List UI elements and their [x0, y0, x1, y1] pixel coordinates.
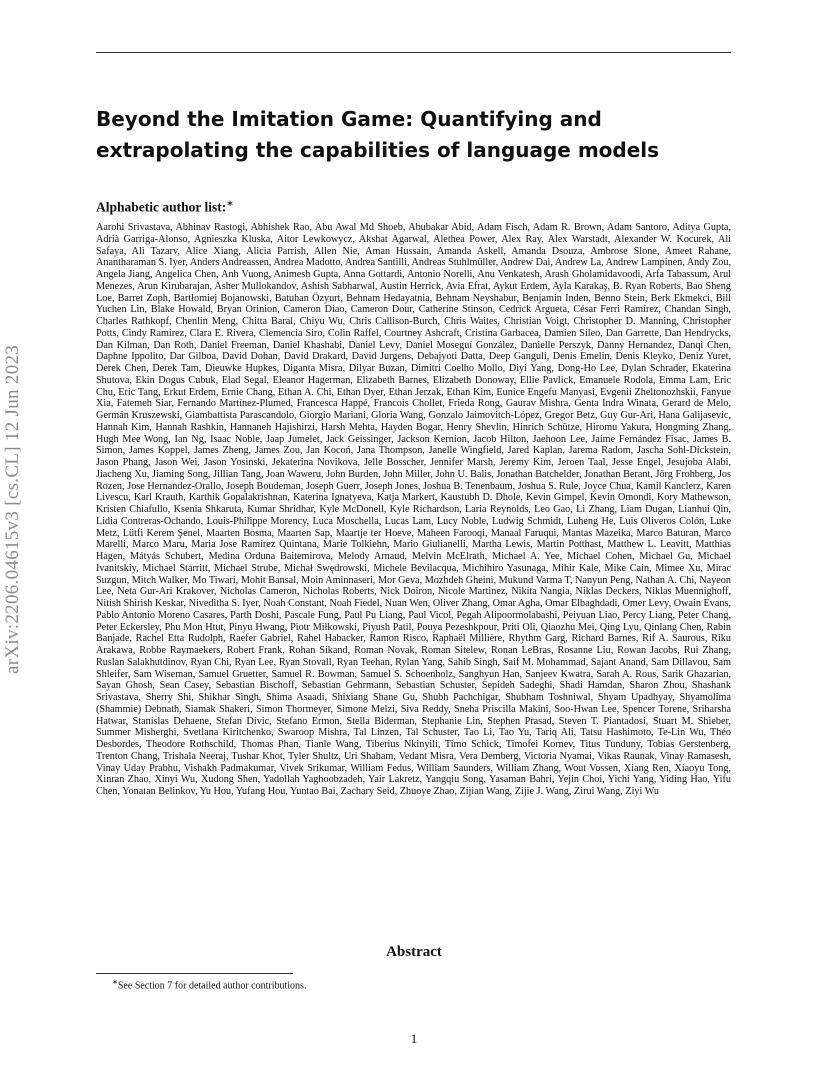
footnote: [112, 978, 306, 991]
header-rule: [96, 52, 731, 53]
footnote-rule: [96, 973, 293, 974]
footnote-marker: ∗: [112, 978, 118, 986]
author-list-heading-text: Alphabetic author list:: [96, 199, 227, 215]
abstract-heading: Abstract: [386, 944, 442, 960]
author-list-heading: [96, 198, 234, 216]
paper-title: Beyond the Imitation Game: Quantifying and extrapolating the capabilities of language models: [96, 107, 660, 162]
footnote-text: See Section 7 for detailed author contributions.: [117, 980, 307, 992]
page-number: 1: [410, 1031, 418, 1046]
author-list-footnote-marker: ∗: [226, 198, 234, 208]
arxiv-identifier[interactable]: arXiv:2206.04615v3 [cs.CL] 12 Jun 2023: [2, 344, 23, 674]
author-list: Aarohi Srivastava, Abhinav Rastogi, Abhishek Rao, Abu Awal Md Shoeb, Abubakar Abid, Adam Fisch, Adam R. Brown, Adam Santoro, Aditya Gupta, Adrià Garriga-Alonso, Agnieszka Kluska, Aitor Lewkowycz, Akshat Agarwal, Alethea Power, Alex Ray, Alex Warstadt, Alexander W. Kocurek, Ali Safaya, Ali Tazarv, Alice Xiang, Alicia Parrish, Allen Nie, Aman Hussain, Amanda Askell, Amanda Dsouza, Ambrose Slone, Ameet Rahane, Anantharaman S. Iyer, Anders Andreassen, Andrea Madotto, Andrea Santilli, Andreas Stuhlmüller, Andrew Dai, Andrew La, Andrew Lampinen, Andy Zou, Angela Jiang, Angelica Chen, Anh Vuong, Animesh Gupta, Anna Gottardi, Antonio Norelli, Anu Venkatesh, Arash Gholamidavoodi, Arfa Tabassum, Arul Menezes, Arun Kirubarajan, Asher Mullokandov, Ashish Sabharwal, Austin Herrick, Avia Efrat, Aykut Erdem, Ayla Karakaş, B. Ryan Roberts, Bao Sheng Loe, Barret Zoph, Bartłomiej Bojanowski, Batuhan Özyurt, Behnam Hedayatnia, Behnam Neyshabur, Benjamin Inden, Benno Stein, Berk Ekmekci, Bill Yuchen Lin, Blake Howald, Bryan Orinion, Cameron Diao, Cameron Dour, Catherine Stinson, Cedrick Argueta, César Ferri Ramírez, Chandan Singh, Charles Rathkopf, Chenlin Meng, Chitta Baral, Chiyu Wu, Chris Callison-Burch, Chris Waites, Christian Voigt, Christopher D. Manning, Christopher Potts, Cindy Ramirez, Clara E. Rivera, Clemencia Siro, Colin Raffel, Courtney Ashcraft, Cristina Garbacea, Damien Sileo, Dan Garrette, Dan Hendrycks, Dan Kilman, Dan Roth, Daniel Freeman, Daniel Khashabi, Daniel Levy, Daniel Moseguí González, Danielle Perszyk, Danny Hernandez, Danqi Chen, Daphne Ippolito, Dar Gilboa, David Dohan, David Drakard, David Jurgens, Debajyoti Datta, Deep Ganguli, Denis Emelin, Denis Kleyko, Deniz Yuret, Derek Chen, Derek Tam, Dieuwke Hupkes, Diganta Misra, Dilyar Buzan, Dimitri Coelho Mollo, Diyi Yang, Dong-Ho Lee, Dylan Schrader, Ekaterina Shutova, Ekin Dogus Cubuk, Elad Segal, Eleanor Hagerman, Elizabeth Barnes, Elizabeth Donoway, Ellie Pavlick, Emanuele Rodola, Emma Lam, Eric Chu, Eric Tang, Erkut Erdem, Ernie Chang, Ethan A. Chi, Ethan Dyer, Ethan Jerzak, Ethan Kim, Eunice Engefu Manyasi, Evgenii Zheltonozhskii, Fanyue Xia, Fatemeh Siar, Fernando Martínez-Plumed, Francesca Happé, Francois Chollet, Frieda Rong, Gaurav Mishra, Genta Indra Winata, Gerard de Melo, Germán Kruszewski, Giambattista Parascandolo, Giorgio Mariani, Gloria Wang, Gonzalo Jaimovitch-López, Gregor Betz, Guy Gur-Ari, Hana Galijasevic, Hannah Kim, Hannah Rashkin, Hannaneh Hajishirzi, Harsh Mehta, Hayden Bogar, Henry Shevlin, Hinrich Schütze, Hiromu Yakura, Hongming Zhang, Hugh Mee Wong, Ian Ng, Isaac Noble, Jaap Jumelet, Jack Geissinger, Jackson Kernion, Jacob Hilton, Jaehoon Lee, Jaime Fernández Fisac, James B. Simon, James Koppel, James Zheng, James Zou, Jan Kocoń, Jana Thompson, Janelle Wingfield, Jared Kaplan, Jarema Radom, Jascha Sohl-Dickstein, Jason Phang, Jason Wei, Jason Yosinski, Jekaterina Novikova, Jelle Bosscher, Jennifer Marsh, Jeremy Kim, Jeroen Taal, Jesse Engel, Jesujoba Alabi, Jiacheng Xu, Jiaming Song, Jillian Tang, Joan Waweru, John Burden, John Miller, John U. Balis, Jonathan Batchelder, Jonathan Berant, Jörg Frohberg, Jos Rozen, Jose Hernandez-Orallo, Joseph Boudeman, Joseph Guerr, Joseph Jones, Joshua B. Tenenbaum, Joshua S. Rule, Joyce Chua, Kamil Kanclerz, Karen Livescu, Karl Krauth, Karthik Gopalakrishnan, Katerina Ignatyeva, Katja Markert, Kaustubh D. Dhole, Kevin Gimpel, Kevin Omondi, Kory Mathewson, Kristen Chiafullo, Ksenia Shkaruta, Kumar Shridhar, Kyle McDonell, Kyle Richardson, Laria Reynolds, Leo Gao, Li Zhang, Liam Dugan, Lianhui Qin, Lidia Contreras-Ochando, Louis-Philippe Morency, Luca Moschella, Lucas Lam, Lucy Noble, Ludwig Schmidt, Luheng He, Luis Oliveros Colón, Luke Metz, Lütfi Kerem Şenel, Maarten Bosma, Maarten Sap, Maartje ter Hoeve, Maheen Farooqi, Manaal Faruqui, Mantas Mazeika, Marco Baturan, Marco Marelli, Marco Maru, Maria Jose Ramírez Quintana, Marie Tolkiehn, Mario Giulianelli, Martha Lewis, Martin Potthast, Matthew L. Leavitt, Matthias Hagen, Mátyás Schubert, Medina Orduna Baitemirova, Melody Arnaud, Melvin McElrath, Michael A. Yee, Michael Cohen, Michael Gu, Michael Ivanitskiy, Michael Starritt, Michael Strube, Michał Swędrowski, Michele Bevilacqua, Michihiro Yasunaga, Mihir Kale, Mike Cain, Mimee Xu, Mirac Suzgun, Mitch Walker, Mo Tiwari, Mohit Bansal, Moin Aminnaseri, Mor Geva, Mozhdeh Gheini, Mukund Varma T, Nanyun Peng, Nathan A. Chi, Nayeon Lee, Neta Gur-Ari Krakover, Nicholas Cameron, Nicholas Roberts, Nick Doiron, Nicole Martinez, Nikita Nangia, Niklas Deckers, Niklas Muennighoff, Nitish Shirish Keskar, Niveditha S. Iyer, Noah Constant, Noah Fiedel, Nuan Wen, Oliver Zhang, Omar Agha, Omar Elbaghdadi, Omer Levy, Owain Evans, Pablo Antonio Moreno Casares, Parth Doshi, Pascale Fung, Paul Pu Liang, Paul Vicol, Pegah Alipoormolabashi, Peiyuan Liao, Percy Liang, Peter Chang, Peter Eckersley, Phu Mon Htut, Pinyu Hwang, Piotr Miłkowski, Piyush Patil, Pouya Pezeshkpour, Priti Oli, Qiaozhu Mei, Qing Lyu, Qinlang Chen, Rabin Banjade, Rachel Etta Rudolph, Raefer Gabriel, Rahel Habacker, Ramon Risco, Raphaël Millière, Rhythm Garg, Richard Barnes, Rif A. Saurous, Riku Arakawa, Robbe Raymaekers, Robert Frank, Rohan Sikand, Roman Novak, Roman Sitelew, Ronan LeBras, Rosanne Liu, Rowan Jacobs, Rui Zhang, Ruslan Salakhutdinov, Ryan Chi, Ryan Lee, Ryan Stovall, Ryan Teehan, Rylan Yang, Sahib Singh, Saif M. Mohammad, Sajant Anand, Sam Dillavou, Sam Shleifer, Sam Wiseman, Samuel Gruetter, Samuel R. Bowman, Samuel S. Schoenholz, Sanghyun Han, Sanjeev Kwatra, Sarah A. Rous, Sarik Ghazarian, Sayan Ghosh, Sean Casey, Sebastian Bischoff, Sebastian Gehrmann, Sebastian Schuster, Sepideh Sadeghi, Shadi Hamdan, Sharon Zhou, Shashank Srivastava, Sherry Shi, Shikhar Singh, Shima Asaadi, Shixiang Shane Gu, Shubh Pachchigar, Shubham Toshniwal, Shyam Upadhyay, Shyamolima (Shammie) Debnath, Siamak Shakeri, Simon Thormeyer, Simone Melzi, Siva Reddy, Sneha Priscilla Makini, Soo-Hwan Lee, Spencer Torene, Sriharsha Hatwar, Stanislas Dehaene, Stefan Divic, Stefano Ermon, Stella Biderman, Stephanie Lin, Stephen Prasad, Steven T. Piantadosi, Stuart M. Shieber, Summer Misherghi, Svetlana Kiritchenko, Swaroop Mishra, Tal Linzen, Tal Schuster, Tao Li, Tao Yu, Tariq Ali, Tatsu Hashimoto, Te-Lin Wu, Théo Desbordes, Theodore Rothschild, Thomas Phan, Tianle Wang, Tiberius Nkinyili, Timo Schick, Timofei Kornev, Titus Tunduny, Tobias Gerstenberg, Trenton Chang, Trishala Neeraj, Tushar Khot, Tyler Shultz, Uri Shaham, Vedant Misra, Vera Demberg, Victoria Nyamai, Vikas Raunak, Vinay Ramasesh, Vinay Uday Prabhu, Vishakh Padmakumar, Vivek Srikumar, William Fedus, William Saunders, William Zhang, Wout Vossen, Xiang Ren, Xiaoyu Tong, Xinran Zhao, Xinyi Wu, Xudong Shen, Yadollah Yaghoobzadeh, Yair Lakretz, Yangqiu Song, Yasaman Bahri, Yejin Choi, Yichi Yang, Yiding Hao, Yifu Chen, Yonatan Belinkov, Yu Hou, Yufang Hou, Yuntao Bai, Zachary Seid, Zhuoye Zhao, Zijian Wang, Zijie J. Wang, Zirui Wang, Ziyi Wu: [96, 222, 731, 797]
